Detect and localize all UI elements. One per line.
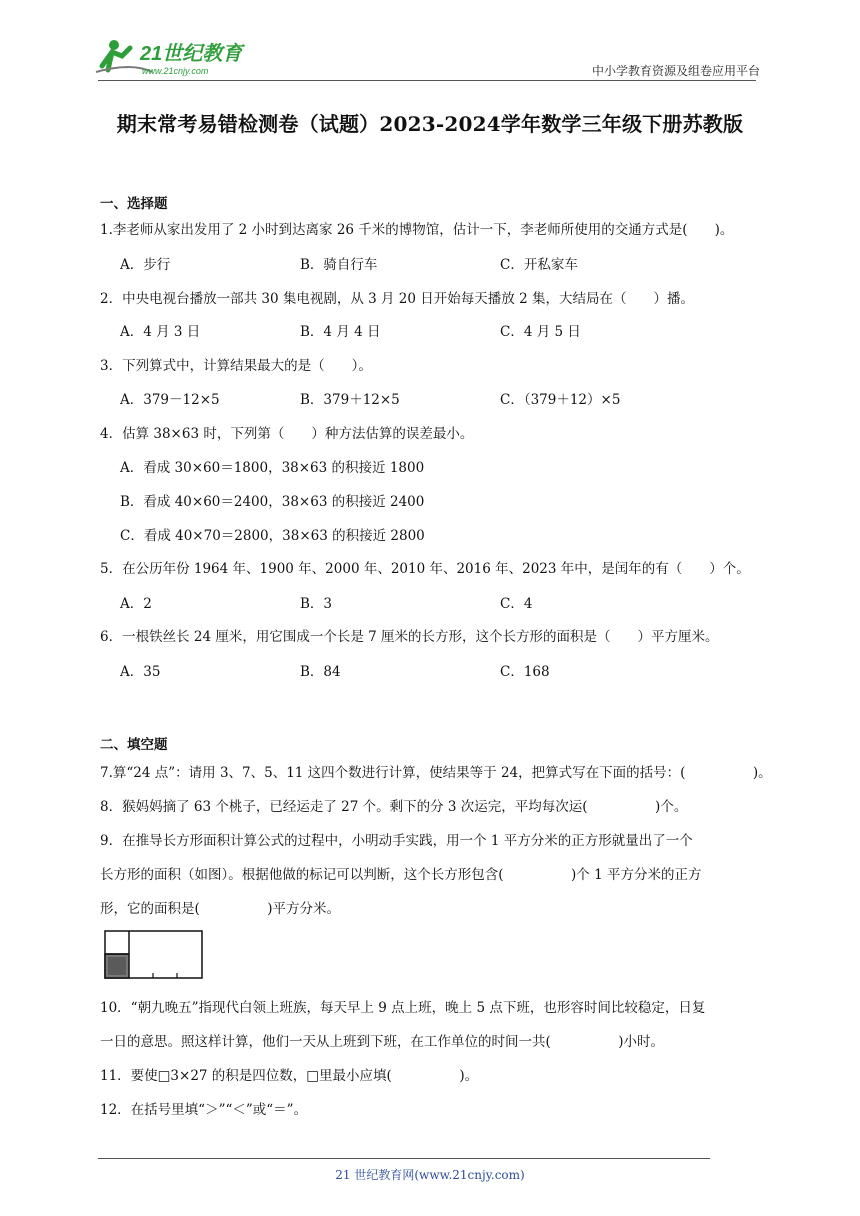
- q3-option-c: C．（379＋12）×5: [500, 392, 621, 408]
- question-8: 8．猴妈妈摘了 63 个桃子，已经运走了 27 个。剩下的分 3 次运完，平均每次运( )个。: [100, 799, 688, 815]
- question-10-line-1: 10．“朝九晚五”指现代白领上班族，每天早上 9 点上班，晚上 5 点下班，也形容时间比较稳定，日复: [100, 1000, 706, 1016]
- site-logo: [92, 36, 262, 78]
- q5-option-a: A．2: [120, 596, 152, 612]
- question-9-line-2: 长方形的面积（如图）。根据他做的标记可以判断，这个长方形包含( )个 1 平方分米的正方: [100, 867, 702, 883]
- page-title: 期末常考易错检测卷（试题）2023-2024学年数学三年级下册苏教版: [116, 112, 744, 136]
- question-6: 6．一根铁丝长 24 厘米，用它围成一个长是 7 厘米的长方形，这个长方形的面积是（ ）平方厘米。: [100, 629, 719, 645]
- q2-option-b: B．4 月 4 日: [300, 324, 381, 340]
- q5-option-b: B．3: [300, 596, 333, 612]
- q1-option-c: C．开私家车: [500, 257, 578, 273]
- header-divider: [98, 80, 756, 81]
- question-3: 3．下列算式中，计算结果最大的是（ ）。: [100, 358, 372, 374]
- question-10-line-2: 一日的意思。照这样计算，他们一天从上班到下班，在工作单位的时间一共( )小时。: [100, 1034, 665, 1050]
- runner-logo-icon: [92, 36, 262, 78]
- question-4: 4．估算 38×63 时，下列第（ ）种方法估算的误差最小。: [100, 426, 474, 442]
- q6-option-b: B．84: [300, 664, 341, 680]
- rectangle-diagram: [104, 930, 204, 980]
- site-name: 中小学教育资源及组卷应用平台: [591, 64, 760, 78]
- q4-option-b: B．看成 40×60＝2400，38×63 的积接近 2400: [120, 494, 425, 510]
- question-2: 2．中央电视台播放一部共 30 集电视剧，从 3 月 20 日开始每天播放 2 集，大结局在（ ）播。: [100, 291, 694, 307]
- section-heading-fill: 二、填空题: [100, 737, 168, 753]
- question-5: 5．在公历年份 1964 年、1900 年、2000 年、2010 年、2016 年、2023 年中，是闰年的有（ ）个。: [100, 561, 750, 577]
- q6-option-a: A．35: [120, 664, 161, 680]
- q1-option-b: B．骑自行车: [300, 257, 378, 273]
- logo-url: www.21cnjy.com: [142, 66, 209, 76]
- q3-option-b: B．379＋12×5: [300, 392, 400, 408]
- q2-option-c: C．4 月 5 日: [500, 324, 581, 340]
- q4-option-a: A．看成 30×60＝1800，38×63 的积接近 1800: [120, 460, 425, 476]
- footer-divider: [98, 1158, 710, 1159]
- q1-option-a: A．步行: [120, 257, 171, 273]
- q4-option-c: C．看成 40×70＝2800，38×63 的积接近 2800: [120, 528, 425, 544]
- q2-option-a: A．4 月 3 日: [120, 324, 201, 340]
- footer-text: 21 世纪教育网(www.21cnjy.com): [335, 1168, 525, 1182]
- question-9-line-1: 9．在推导长方形面积计算公式的过程中，小明动手实践，用一个 1 平方分米的正方形就量出了一个: [100, 833, 693, 849]
- question-7: 7.算“24 点”：请用 3、7、5、11 这四个数进行计算，使结果等于 24，把算式写在下面的括号：( )。: [100, 765, 772, 781]
- question-11: 11．要使□3×27 的积是四位数，□里最小应填( )。: [100, 1068, 479, 1084]
- question-9-line-3: 形，它的面积是( )平方分米。: [100, 901, 341, 917]
- section-heading-choice: 一、选择题: [100, 196, 168, 212]
- q5-option-c: C．4: [500, 596, 533, 612]
- question-12: 12．在括号里填“＞”“＜”或“＝”。: [100, 1102, 308, 1118]
- q3-option-a: A．379－12×5: [120, 392, 220, 408]
- q6-option-c: C．168: [500, 664, 550, 680]
- logo-text: 21世纪教育: [140, 43, 243, 65]
- question-1: 1.李老师从家出发用了 2 小时到达离家 26 千米的博物馆，估计一下，李老师所使用的交通方式是( )。: [100, 222, 734, 238]
